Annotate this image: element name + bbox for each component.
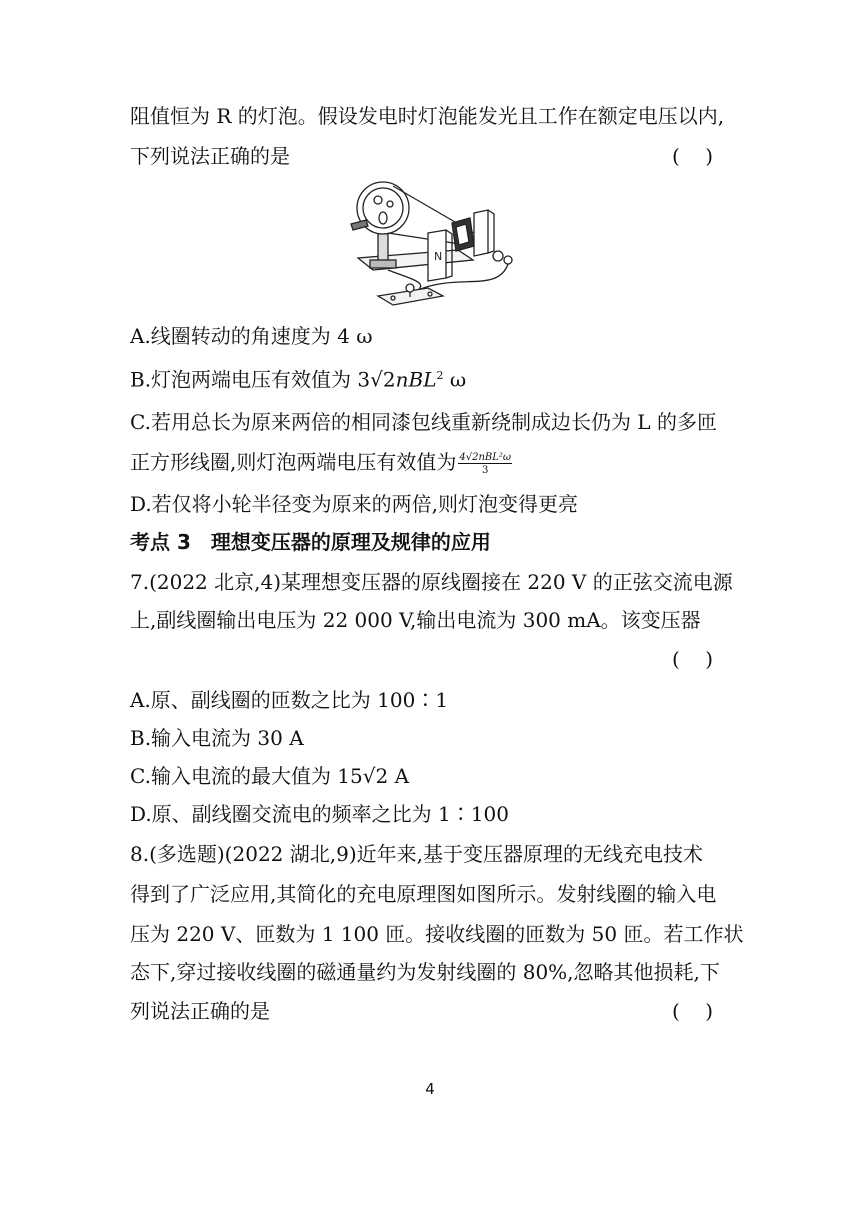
section-heading: 考点 3 理想变压器的原理及规律的应用 bbox=[130, 530, 491, 554]
q7-option-c: C.输入电流的最大值为 15√2 A bbox=[130, 764, 410, 788]
q8-stem-line-2: 得到了广泛应用,其简化的充电原理图如图所示。发射线圈的输入电 bbox=[130, 882, 717, 906]
q6-answer-paren: ( ) bbox=[672, 144, 714, 168]
q8-stem-line-3: 压为 220 V、匝数为 1 100 匝。接收线圈的匝数为 50 匝。若工作状 bbox=[130, 922, 744, 946]
q8-stem-line-4: 态下,穿过接收线圈的磁通量约为发射线圈的 80%,忽略其他损耗,下 bbox=[130, 960, 720, 984]
q7-answer-paren: ( ) bbox=[672, 647, 714, 671]
q7-option-a: A.原、副线圈的匝数之比为 100∶1 bbox=[130, 688, 449, 712]
q6-option-c-line-1: C.若用总长为原来两倍的相同漆包线重新绕制成边长仍为 L 的多匝 bbox=[130, 410, 717, 434]
q6-stem-line-1: 阻值恒为 R 的灯泡。假设发电时灯泡能发光且工作在额定电压以内, bbox=[130, 104, 725, 128]
q7-option-d: D.原、副线圈交流电的频率之比为 1∶100 bbox=[130, 802, 509, 826]
q7-stem-line-1: 7.(2022 北京,4)某理想变压器的原线圈接在 220 V 的正弦交流电源 bbox=[130, 570, 733, 594]
page-number: 4 bbox=[425, 1080, 435, 1098]
q7-option-b: B.输入电流为 30 A bbox=[130, 726, 304, 750]
q8-stem-line-1: 8.(多选题)(2022 湖北,9)近年来,基于变压器原理的无线充电技术 bbox=[130, 842, 703, 866]
q8-stem-line-5: 列说法正确的是 bbox=[130, 999, 270, 1023]
q7-stem-line-2: 上,副线圈输出电压为 22 000 V,输出电流为 300 mA。该变压器 bbox=[130, 608, 701, 632]
q6-stem-line-2: 下列说法正确的是 bbox=[130, 144, 290, 168]
q6-option-b: B.灯泡两端电压有效值为 3√2nBL$^2$ ω bbox=[130, 367, 467, 392]
magnet-label-n: N bbox=[434, 250, 443, 263]
generator-figure bbox=[348, 178, 528, 313]
q6-option-a: A.线圈转动的角速度为 4 ω bbox=[130, 324, 373, 348]
q8-answer-paren: ( ) bbox=[672, 999, 714, 1023]
q6-option-d: D.若仅将小轮半径变为原来的两倍,则灯泡变得更亮 bbox=[130, 492, 579, 516]
fraction: $\frac{\text{4√2nBL²ω}}{3}$ bbox=[459, 451, 512, 476]
q6-option-c-line-2: 正方形线圈,则灯泡两端电压有效值为 $\frac{\text{4√2nBL²ω}}{3}$ bbox=[130, 450, 512, 476]
